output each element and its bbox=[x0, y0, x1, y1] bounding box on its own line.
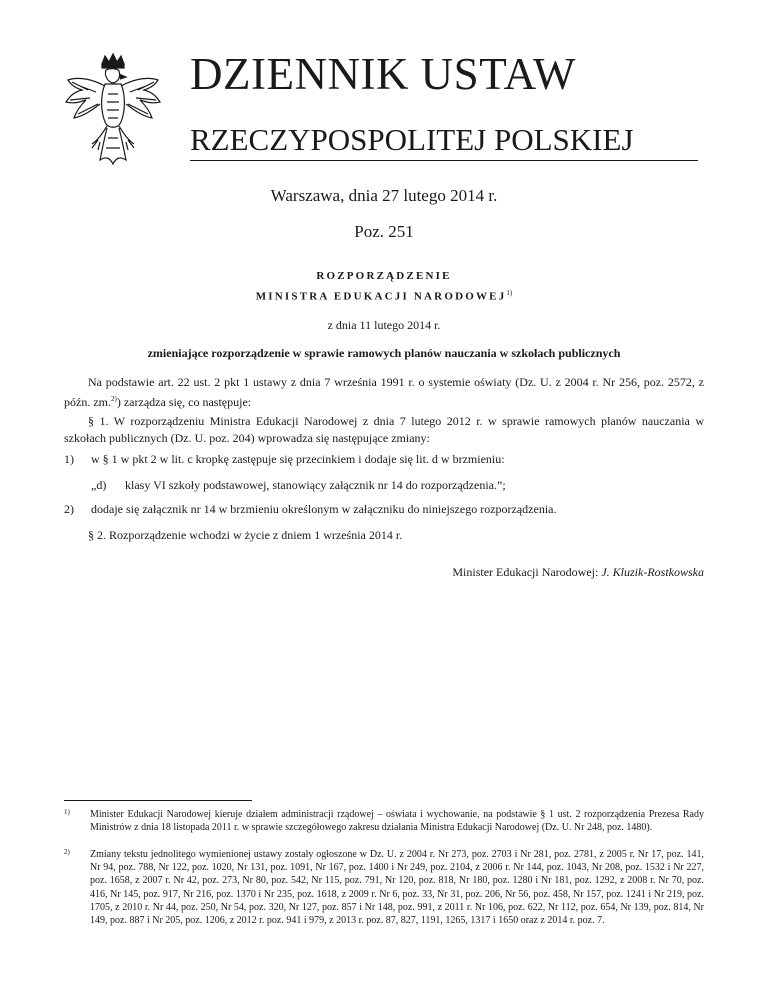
list-item-number: 1) bbox=[64, 452, 74, 466]
intro-paragraph bbox=[64, 374, 704, 411]
list-subitem-letter: „d) bbox=[91, 478, 107, 492]
footnote-text: Zmiany tekstu jednolitego wymienionej ustawy zostały ogłoszone w Dz. U. z 2004 r. Nr 273, poz. 2703 i Nr 281, poz. 2781, z 2005 r. Nr 17, poz. 141, Nr 94, poz. 788, Nr 122, poz. 1020, Nr 131, poz. 1091, Nr 167, poz. 1400 i Nr 249, poz. 2104, z 2006 r. Nr 144, poz. 1043, Nr 208, poz. 1532 i Nr 227, poz. 1658, z 2007 r. Nr 42, poz. 273, Nr 80, poz. 542, Nr 115, poz. 791, Nr 120, poz. 818, Nr 180, poz. 1280 i Nr 181, poz. 1292, z 2008 r. Nr 70, poz. 416, Nr 145, poz. 917, Nr 216, poz. 1370 i Nr 235, poz. 1618, z 2009 r. Nr 6, poz. 33, Nr 31, poz. 206, Nr 56, poz. 458, Nr 157, poz. 1241 i Nr 219, poz. 1705, z 2010 r. Nr 44, poz. 250, Nr 54, poz. 320, Nr 127, poz. 857 i Nr 148, poz. 991, z 2011 r. Nr 106, poz. 622, Nr 112, poz. 654, Nr 139, poz. 814, Nr 149, poz. 887 i Nr 205, poz. 1206, z 2012 r. poz. 941 i 979, z 2013 r. poz. 87, 827, 1191, 1265, 1317 i 1650 oraz z 2014 r. poz. 7. bbox=[90, 849, 704, 927]
gazette-title: DZIENNIK USTAW bbox=[190, 49, 576, 99]
signature-role: Minister Edukacji Narodowej: bbox=[452, 565, 599, 579]
list-subitem-text: klasy VI szkoły podstawowej, stanowiący załącznik nr 14 do rozporządzenia.”; bbox=[125, 478, 506, 492]
footnote-ref-1[interactable]: 1) bbox=[506, 289, 513, 297]
footnote-ref-2[interactable]: 2) bbox=[111, 395, 117, 403]
footnote-mark: 2) bbox=[64, 848, 70, 856]
footnote-mark: 1) bbox=[64, 808, 70, 816]
paragraph-2: § 2. Rozporządzenie wchodzi w życie z dniem 1 września 2014 r. bbox=[88, 528, 403, 542]
header-divider bbox=[190, 160, 698, 161]
signature-name: J. Kluzik-Rostkowska bbox=[601, 565, 704, 579]
act-issuer bbox=[0, 289, 768, 303]
issue-place-date: Warszawa, dnia 27 lutego 2014 r. bbox=[270, 186, 498, 205]
act-date: z dnia 11 lutego 2014 r. bbox=[327, 318, 441, 332]
signature bbox=[452, 565, 704, 580]
list-item-text: w § 1 w pkt 2 w lit. c kropkę zastępuje się przecinkiem i dodaje się lit. d w brzmieniu: bbox=[91, 452, 505, 466]
white-eagle-emblem-icon bbox=[58, 50, 168, 168]
footnote bbox=[64, 808, 704, 834]
footnote-text: Minister Edukacji Narodowej kieruje działem administracji rządowej – oświata i wychowanie, na podstawie § 1 ust. 2 rozporządzenia Prezesa Rady Ministrów z dnia 18 listopada 2011 r. w sprawie szczegółowego zakresu działania Ministra Edukacji Narodowej (Dz. U. Nr 248, poz. 1480). bbox=[90, 809, 704, 834]
list-item-text: dodaje się załącznik nr 14 w brzmieniu określonym w załączniku do niniejszego rozporządzenia. bbox=[91, 502, 557, 516]
issue-position: Poz. 251 bbox=[354, 222, 414, 241]
intro-text-b: ) zarządza się, co następuje: bbox=[116, 395, 252, 409]
list-item-number: 2) bbox=[64, 502, 74, 516]
paragraph-1: § 1. W rozporządzeniu Ministra Edukacji Narodowej z dnia 7 lutego 2012 r. w sprawie ramowych planów nauczania w szkołach publicznych (Dz. U. poz. 204) wprowadza się następujące zmiany: bbox=[64, 414, 704, 445]
footnote bbox=[64, 848, 704, 927]
footnote-divider bbox=[64, 800, 252, 801]
act-subject: zmieniające rozporządzenie w sprawie ramowych planów nauczania w szkołach publicznych bbox=[147, 346, 621, 360]
intro-text-a: Na podstawie art. 22 ust. 2 pkt 1 ustawy z dnia 7 września 1991 r. o systemie oświaty (Dz. U. z 2004 r. Nr 256, poz. 2572, z późn. zm. bbox=[64, 375, 704, 409]
act-issuer-text: MINISTRA EDUKACJI NARODOWEJ bbox=[255, 290, 507, 303]
gazette-subtitle: RZECZYPOSPOLITEJ POLSKIEJ bbox=[190, 122, 634, 157]
act-type: ROZPORZĄDZENIE bbox=[316, 270, 452, 282]
